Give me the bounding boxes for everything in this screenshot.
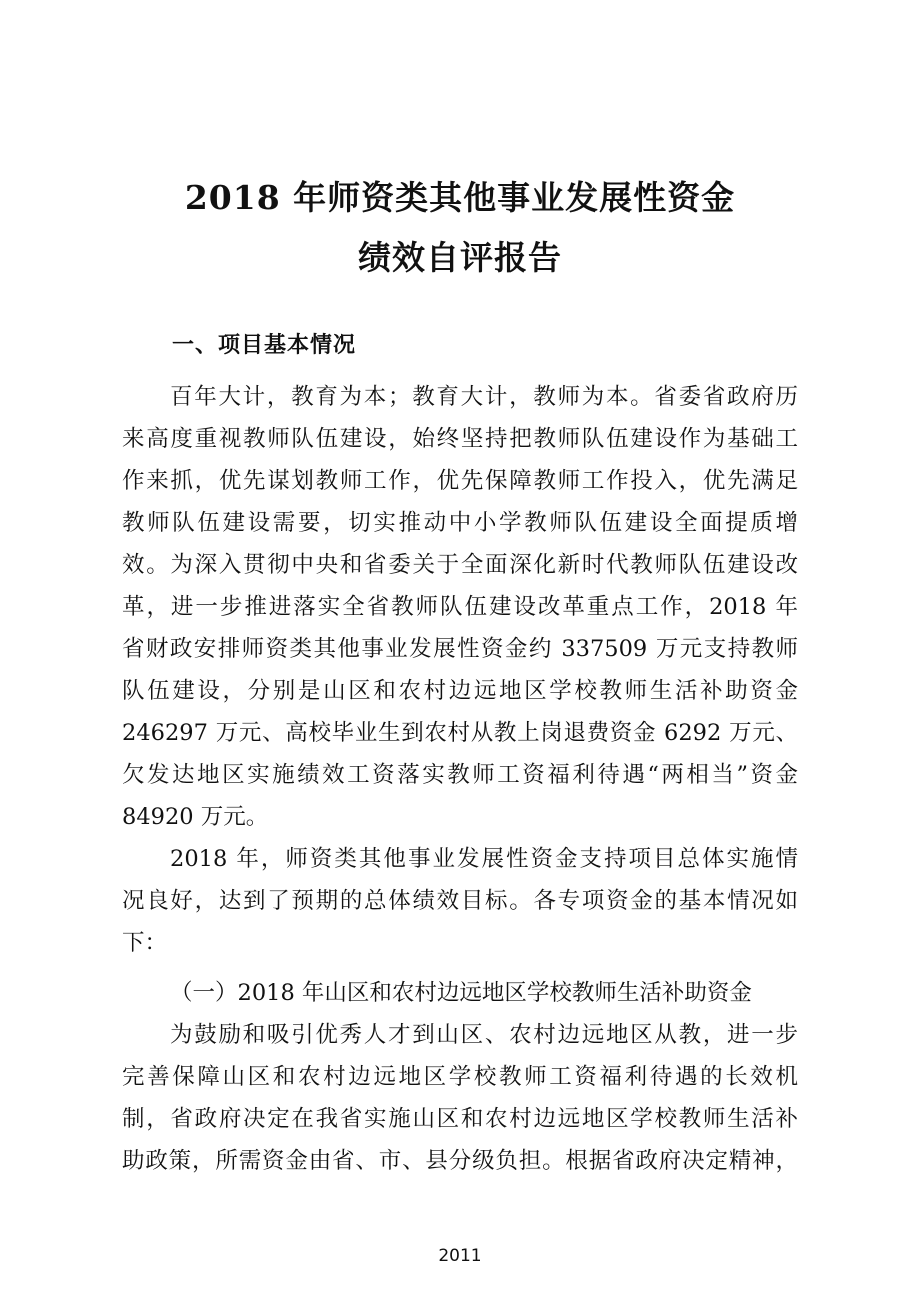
report-title-line-1: 2018 年师资类其他事业发展性资金 — [184, 178, 736, 217]
paragraph-line: 作来抓，优先谋划教师工作，优先保障教师工作投入，优先满足 — [122, 468, 798, 494]
paragraph-line: 为鼓励和吸引优秀人才到山区、农村边远地区从教，进一步 — [170, 1022, 798, 1048]
report-title-line-2: 绩效自评报告 — [358, 238, 562, 277]
paragraph-line: 况良好，达到了预期的总体绩效目标。各专项资金的基本情况如 — [122, 888, 798, 914]
paragraph-line: 革，进一步推进落实全省教师队伍建设改革重点工作，2018 年 — [122, 594, 798, 620]
paragraph-line: 246297 万元、高校毕业生到农村从教上岗退费资金 6292 万元、 — [122, 720, 798, 746]
paragraph-line: 教师队伍建设需要，切实推动中小学教师队伍建设全面提质增 — [122, 510, 798, 536]
paragraph-line: 制，省政府决定在我省实施山区和农村边远地区学校教师生活补 — [122, 1106, 798, 1132]
page-number: 2011 — [438, 1246, 482, 1266]
paragraph-line: 完善保障山区和农村边远地区学校教师工资福利待遇的长效机 — [122, 1064, 798, 1090]
paragraph-line: 84920 万元。 — [122, 804, 269, 830]
paragraph-line: 来高度重视教师队伍建设，始终坚持把教师队伍建设作为基础工 — [122, 426, 798, 452]
paragraph-line: 2018 年，师资类其他事业发展性资金支持项目总体实施情 — [170, 846, 798, 872]
section-heading: 一、项目基本情况 — [172, 333, 357, 358]
paragraph-line: 欠发达地区实施绩效工资落实教师工资福利待遇“两相当”资金 — [122, 762, 798, 788]
subsection-heading: （一）2018 年山区和农村边远地区学校教师生活补助资金 — [170, 980, 752, 1006]
paragraph-line: 百年大计，教育为本；教育大计，教师为本。省委省政府历 — [170, 384, 798, 410]
paragraph-line: 下： — [122, 930, 168, 956]
paragraph-line: 队伍建设，分别是山区和农村边远地区学校教师生活补助资金 — [122, 678, 798, 704]
paragraph-line: 效。为深入贯彻中央和省委关于全面深化新时代教师队伍建设改 — [122, 552, 798, 578]
paragraph-line: 助政策，所需资金由省、市、县分级负担。根据省政府决定精神， — [122, 1148, 798, 1174]
paragraph-line: 省财政安排师资类其他事业发展性资金约 337509 万元支持教师 — [122, 636, 798, 662]
